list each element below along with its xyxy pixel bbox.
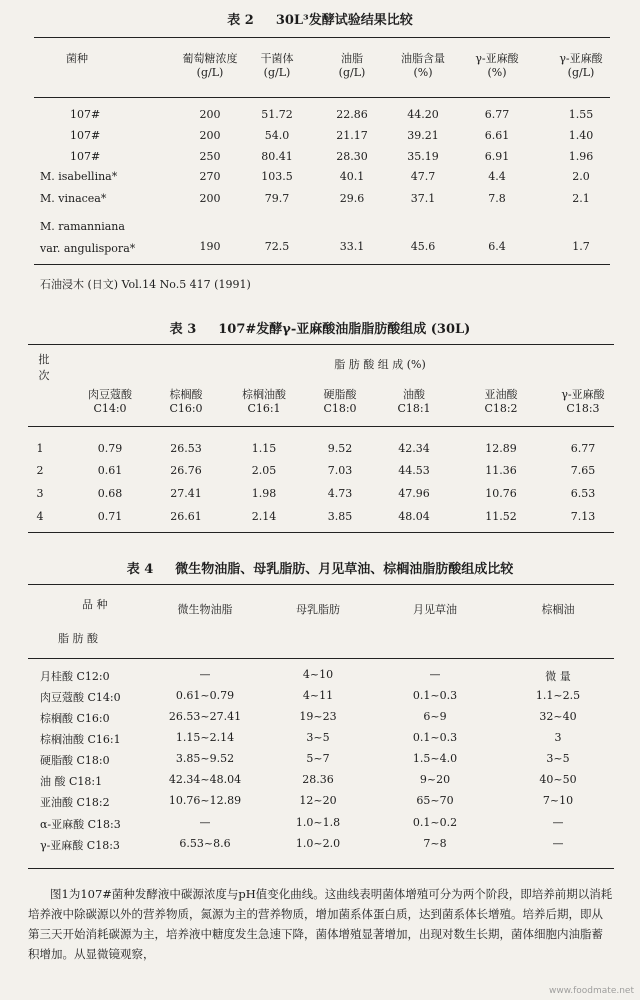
table-cell: 0.68 [97, 487, 123, 500]
fatty-acid-name: 油 酸 C18:1 [40, 775, 103, 788]
table-4-caption [0, 558, 640, 577]
fatty-acid-name: 棕榈油酸 C16:1 [40, 733, 121, 746]
corner-header-fatty-acid: 脂 肪 酸 [58, 632, 98, 645]
table-cell: 1.7 [572, 240, 590, 253]
table-cell: 2.1 [572, 192, 590, 205]
fatty-acid-name: α-亚麻酸 C18:3 [40, 818, 121, 831]
table-2-bottom-rule [34, 264, 610, 265]
table-cell: 1.96 [568, 150, 594, 163]
table-2-header-rule [34, 97, 610, 98]
fatty-acid-name: γ-亚麻酸 C18:3 [40, 839, 120, 852]
table-cell: 79.7 [264, 192, 290, 205]
watermark: www.foodmate.net [549, 986, 634, 996]
fatty-acid-name: 硬脂酸 C18:0 [40, 754, 110, 767]
table-cell: 42.34 [398, 442, 430, 455]
table-cell: 微 量 [545, 670, 571, 683]
fatty-acid-name: 亚油酸 C18:2 [40, 796, 110, 809]
batch-number: 1 [36, 442, 44, 455]
table-cell: 19~23 [299, 710, 337, 723]
table-cell: 1.55 [568, 108, 594, 121]
table-cell: 22.86 [336, 108, 368, 121]
table-cell: 0.1~0.2 [412, 816, 458, 829]
table-cell: 200 [199, 108, 221, 121]
table-cell: 37.1 [410, 192, 436, 205]
table-cell: 0.1~0.3 [412, 689, 458, 702]
table-cell: 21.17 [336, 129, 368, 142]
table-cell: 4.73 [327, 487, 353, 500]
table-4-header-rule [28, 658, 614, 659]
table-cell: — [552, 837, 564, 850]
table-cell: 1.98 [251, 487, 277, 500]
table-cell: — [199, 668, 211, 681]
table-cell: 2.05 [251, 464, 277, 477]
table-cell: 44.20 [407, 108, 439, 121]
table-cell: 6.91 [484, 150, 510, 163]
table-cell: 2.14 [251, 510, 277, 523]
table-3-col-header: 棕榈油酸 C16:1 [242, 388, 286, 415]
table-cell: — [429, 668, 441, 681]
table-4-bottom-rule [28, 868, 614, 869]
table-cell: 7~8 [423, 837, 447, 850]
table-cell: 6.53 [570, 487, 596, 500]
table-cell: 6.61 [484, 129, 510, 142]
table-3-title: 107#发酵γ-亚麻酸油脂脂肪酸组成 (30L) [218, 322, 471, 337]
table-cell: 12.89 [485, 442, 517, 455]
table-3 [0, 300, 640, 540]
table-4-col-header: 母乳脂肪 [296, 603, 340, 616]
table-cell: 200 [199, 192, 221, 205]
table-cell: 65~70 [416, 794, 454, 807]
table-cell: 29.6 [339, 192, 365, 205]
table-2-title: 30L³发酵试验结果比较 [275, 13, 413, 28]
table-cell: 35.19 [407, 150, 439, 163]
table-cell: 7.8 [488, 192, 506, 205]
table-cell: 11.36 [485, 464, 517, 477]
body-paragraph: 图1为107#菌种发酵液中碳源浓度与pH值变化曲线。这曲线表明菌体增殖可分为两个阶段，即培养前期以消耗培养液中除碳源以外的营养物质，氮源为主的营养物质，增加菌系体蛋白质，达到菌系体长增殖。培养后期，即从第三天开始消耗碳源为主，培养液中糖度发生急速下降，菌体增殖显著增加，出现对数生长期，菌体细胞内油脂蓄积增加。从显微镜观察， [28, 887, 613, 961]
table-4-top-rule [28, 584, 614, 585]
table-4 [0, 540, 640, 876]
table-cell: 0.79 [97, 442, 123, 455]
strain-name: 107# [70, 129, 101, 142]
table-cell: 42.34~48.04 [168, 773, 242, 786]
table-2-col-header: 葡萄糖浓度 (g/L) [182, 52, 238, 79]
table-2-source: 石油浸木 (日文) Vol.14 No.5 417 (1991) [40, 278, 251, 291]
strain-name: 107# [70, 150, 101, 163]
table-2 [0, 0, 640, 300]
table-cell: 7.65 [570, 464, 596, 477]
table-cell: 1.15 [251, 442, 277, 455]
table-cell: 0.61~0.79 [175, 689, 235, 702]
table-cell: 250 [199, 150, 221, 163]
fatty-acid-name: 肉豆蔻酸 C14:0 [40, 691, 121, 704]
table-3-top-rule [28, 344, 614, 345]
table-cell: 47.7 [410, 170, 436, 183]
table-4-col-header: 月见草油 [413, 603, 457, 616]
table-cell: 32~40 [539, 710, 577, 723]
table-cell: 1.1~2.5 [535, 689, 581, 702]
table-cell: 1.15~2.14 [175, 731, 235, 744]
table-cell: 27.41 [170, 487, 202, 500]
table-2-col-header: γ-亚麻酸 (g/L) [559, 52, 603, 79]
table-cell: 4.4 [488, 170, 506, 183]
table-2-caption [0, 9, 640, 28]
table-cell: 26.53~27.41 [168, 710, 242, 723]
table-4-title: 微生物油脂、母乳脂肪、月见草油、棕榈油脂肪酸组成比较 [175, 562, 514, 577]
table-cell: 4~10 [302, 668, 334, 681]
table-cell: 1.0~1.8 [295, 816, 341, 829]
table-cell: 10.76 [485, 487, 517, 500]
table-cell: 200 [199, 129, 221, 142]
table-3-caption [0, 318, 640, 337]
table-cell: 28.36 [302, 773, 334, 786]
table-3-col-header: 硬脂酸 C18:0 [323, 388, 357, 415]
table-2-col-header: 菌种 [66, 52, 88, 65]
corner-header-variety: 品 种 [82, 598, 108, 611]
table-cell: 7~10 [542, 794, 574, 807]
strain-name: M. ramanniana var. angulispora* [40, 220, 136, 255]
table-cell: 6.77 [570, 442, 596, 455]
table-cell: 33.1 [339, 240, 365, 253]
table-cell: 3.85~9.52 [175, 752, 235, 765]
table-cell: 51.72 [261, 108, 293, 121]
table-3-label: 表 3 [169, 322, 197, 337]
table-cell: 12~20 [299, 794, 337, 807]
fatty-acid-name: 月桂酸 C12:0 [40, 670, 110, 683]
table-cell: 4~11 [302, 689, 334, 702]
table-cell: — [199, 816, 211, 829]
table-cell: 5~7 [306, 752, 330, 765]
table-4-col-header: 微生物油脂 [177, 603, 233, 616]
table-cell: 1.40 [568, 129, 594, 142]
table-cell: 11.52 [485, 510, 517, 523]
table-cell: 103.5 [261, 170, 293, 183]
table-2-label: 表 2 [227, 13, 254, 28]
table-cell: 3.85 [327, 510, 353, 523]
table-cell: 72.5 [264, 240, 290, 253]
table-cell: 6.53~8.6 [179, 837, 231, 850]
fatty-acid-name: 棕榈酸 C16:0 [40, 712, 110, 725]
table-2-col-header: 油脂 (g/L) [338, 52, 366, 79]
table-3-bottom-rule [28, 532, 614, 533]
table-cell: — [552, 816, 564, 829]
table-2-col-header: 油脂含量 (%) [401, 52, 445, 79]
table-3-header-rule [28, 426, 614, 427]
table-cell: 9~20 [419, 773, 451, 786]
batch-number: 4 [36, 510, 44, 523]
table-cell: 39.21 [407, 129, 439, 142]
table-4-col-header: 棕榈油 [541, 603, 575, 616]
table-cell: 7.03 [327, 464, 353, 477]
table-cell: 54.0 [264, 129, 290, 142]
table-3-col-header: γ-亚麻酸 C18:3 [561, 388, 605, 415]
table-3-col-header: 亚油酸 C18:2 [484, 388, 518, 415]
table-cell: 9.52 [327, 442, 353, 455]
table-cell: 47.96 [398, 487, 430, 500]
table-cell: 3 [554, 731, 562, 744]
table-cell: 6.77 [484, 108, 510, 121]
table-3-col-header: 油酸 C18:1 [397, 388, 431, 415]
batch-column-header: 批 次 [38, 353, 50, 382]
table-cell: 6~9 [423, 710, 447, 723]
batch-number: 3 [36, 487, 44, 500]
table-cell: 40~50 [539, 773, 577, 786]
batch-number: 2 [36, 464, 44, 477]
table-cell: 48.04 [398, 510, 430, 523]
table-cell: 3~5 [546, 752, 570, 765]
table-cell: 26.53 [170, 442, 202, 455]
table-cell: 26.61 [170, 510, 202, 523]
table-3-col-header: 肉豆蔻酸 C14:0 [88, 388, 132, 415]
table-cell: 270 [199, 170, 221, 183]
table-cell: 2.0 [572, 170, 590, 183]
table-2-col-header: 干菌体 (g/L) [260, 52, 294, 79]
table-cell: 10.76~12.89 [168, 794, 242, 807]
table-cell: 6.4 [488, 240, 506, 253]
table-cell: 45.6 [410, 240, 436, 253]
table-4-label: 表 4 [126, 562, 154, 577]
table-cell: 1.5~4.0 [412, 752, 458, 765]
table-cell: 28.30 [336, 150, 368, 163]
table-cell: 7.13 [570, 510, 596, 523]
strain-name: 107# [70, 108, 101, 121]
strain-name: M. isabellina* [40, 170, 118, 183]
table-cell: 190 [199, 240, 221, 253]
strain-name: M. vinacea* [40, 192, 107, 205]
table-cell: 44.53 [398, 464, 430, 477]
table-2-top-rule [34, 37, 610, 38]
table-3-col-header: 棕榈酸 C16:0 [169, 388, 203, 415]
fatty-acid-group-header: 脂 肪 酸 组 成 (%) [334, 358, 426, 371]
table-cell: 0.1~0.3 [412, 731, 458, 744]
table-cell: 80.41 [261, 150, 293, 163]
table-2-col-header: γ-亚麻酸 (%) [475, 52, 519, 79]
table-cell: 0.61 [97, 464, 123, 477]
table-cell: 26.76 [170, 464, 202, 477]
table-cell: 3~5 [306, 731, 330, 744]
table-cell: 0.71 [97, 510, 123, 523]
table-cell: 40.1 [339, 170, 365, 183]
table-cell: 1.0~2.0 [295, 837, 341, 850]
